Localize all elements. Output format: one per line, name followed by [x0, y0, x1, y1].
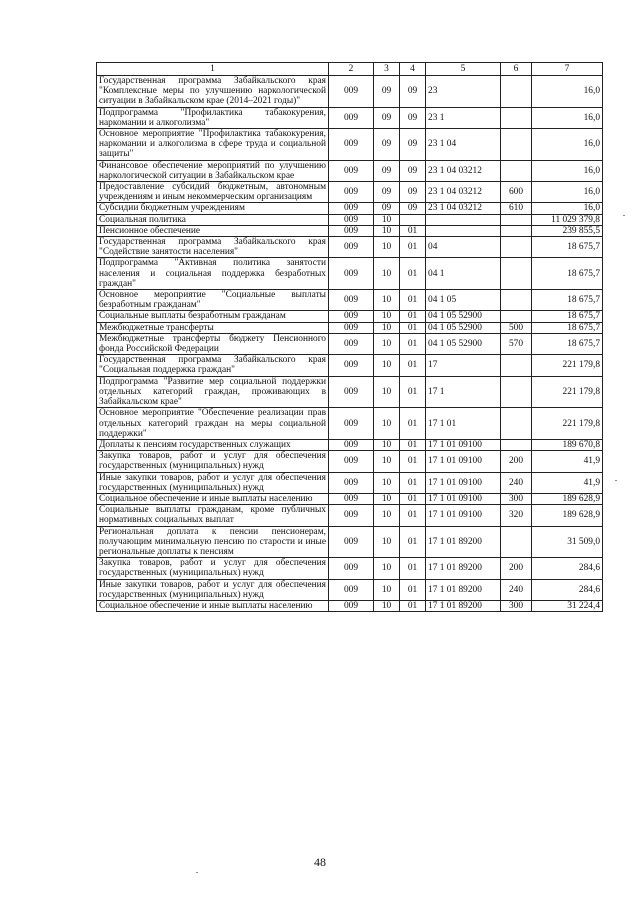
- amount-cell: 41,9: [532, 451, 603, 472]
- table-row: [97, 290, 603, 311]
- amount-cell: 239 855,5: [532, 225, 603, 236]
- scan-mark: [615, 480, 617, 481]
- admin-code-cell: 009: [329, 505, 374, 526]
- amount-cell: 284,6: [532, 558, 603, 579]
- target-article-cell: 17 1 01 09100: [426, 505, 501, 526]
- scan-mark: [196, 872, 198, 873]
- table-row: [97, 493, 603, 504]
- table-row: [97, 203, 603, 214]
- table-row: [97, 451, 603, 472]
- section-cell: 10: [374, 526, 400, 558]
- amount-cell: 31 509,0: [532, 526, 603, 558]
- table-row: [97, 107, 603, 128]
- expense-type-cell: [501, 355, 532, 376]
- target-article-cell: 17 1 01 89200: [426, 558, 501, 579]
- subsection-cell: 01: [400, 258, 426, 290]
- admin-code-cell: 009: [329, 237, 374, 258]
- row-name-cell: Закупка товаров, работ и услуг для обеспечения государственных (муниципальных) нужд: [97, 558, 329, 579]
- subsection-cell: 01: [400, 322, 426, 333]
- row-name-cell: Основное мероприятие "Обеспечение реализации прав отдельных категорий граждан на меры социальной поддержки": [97, 408, 329, 440]
- amount-cell: 189 628,9: [532, 493, 603, 504]
- amount-cell: 41,9: [532, 472, 603, 493]
- amount-cell: 18 675,7: [532, 258, 603, 290]
- expense-type-cell: 610: [501, 203, 532, 214]
- expense-type-cell: [501, 376, 532, 408]
- column-header-4: 4: [400, 63, 426, 76]
- row-name-cell: Социальная политика: [97, 214, 329, 225]
- row-name-cell: Закупка товаров, работ и услуг для обеспечения государственных (муниципальных) нужд: [97, 451, 329, 472]
- scan-mark: [623, 215, 625, 216]
- amount-cell: 221 179,8: [532, 376, 603, 408]
- table-row: [97, 311, 603, 322]
- subsection-cell: 09: [400, 129, 426, 161]
- expense-type-cell: 320: [501, 505, 532, 526]
- table-row: [97, 505, 603, 526]
- target-article-cell: 23 1 04 03212: [426, 160, 501, 181]
- amount-cell: 31 224,4: [532, 600, 603, 611]
- target-article-cell: 17: [426, 355, 501, 376]
- expense-type-cell: 570: [501, 333, 532, 354]
- table-row: [97, 579, 603, 600]
- section-cell: 10: [374, 322, 400, 333]
- section-cell: 10: [374, 237, 400, 258]
- admin-code-cell: 009: [329, 129, 374, 161]
- row-name-cell: Региональная доплата к пенсии пенсионерам, получающим минимальную пенсию по старости и иные региональные доплаты к пенсиям: [97, 526, 329, 558]
- expense-type-cell: 300: [501, 493, 532, 504]
- section-cell: 10: [374, 311, 400, 322]
- target-article-cell: [426, 214, 501, 225]
- section-cell: 09: [374, 160, 400, 181]
- admin-code-cell: 009: [329, 451, 374, 472]
- amount-cell: 18 675,7: [532, 290, 603, 311]
- table-row: [97, 76, 603, 108]
- target-article-cell: 17 1 01 89200: [426, 600, 501, 611]
- amount-cell: 221 179,8: [532, 355, 603, 376]
- table-row: [97, 439, 603, 450]
- table-row: [97, 333, 603, 354]
- admin-code-cell: 009: [329, 526, 374, 558]
- expense-type-cell: 200: [501, 558, 532, 579]
- table-row: [97, 376, 603, 408]
- row-name-cell: Подпрограмма "Активная политика занятости населения и социальная поддержка безработных граждан": [97, 258, 329, 290]
- admin-code-cell: 009: [329, 76, 374, 108]
- table-row: [97, 258, 603, 290]
- target-article-cell: 17 1: [426, 376, 501, 408]
- section-cell: 10: [374, 355, 400, 376]
- target-article-cell: 04: [426, 237, 501, 258]
- row-name-cell: Межбюджетные трансферты: [97, 322, 329, 333]
- expense-type-cell: [501, 160, 532, 181]
- expense-type-cell: [501, 408, 532, 440]
- section-cell: 10: [374, 439, 400, 450]
- admin-code-cell: 009: [329, 225, 374, 236]
- page-number: 48: [314, 855, 326, 869]
- table-row: [97, 160, 603, 181]
- amount-cell: 16,0: [532, 203, 603, 214]
- table-row: [97, 526, 603, 558]
- target-article-cell: 17 1 01 09100: [426, 439, 501, 450]
- target-article-cell: 17 1 01: [426, 408, 501, 440]
- target-article-cell: 23 1 04: [426, 129, 501, 161]
- table-row: [97, 225, 603, 236]
- subsection-cell: 01: [400, 579, 426, 600]
- budget-table: [96, 62, 603, 612]
- amount-cell: 18 675,7: [532, 311, 603, 322]
- admin-code-cell: 009: [329, 182, 374, 203]
- expense-type-cell: 240: [501, 579, 532, 600]
- amount-cell: 16,0: [532, 129, 603, 161]
- subsection-cell: 09: [400, 107, 426, 128]
- subsection-cell: 01: [400, 376, 426, 408]
- subsection-cell: 01: [400, 472, 426, 493]
- admin-code-cell: 009: [329, 493, 374, 504]
- target-article-cell: [426, 225, 501, 236]
- amount-cell: 221 179,8: [532, 408, 603, 440]
- subsection-cell: 01: [400, 225, 426, 236]
- row-name-cell: Социальное обеспечение и иные выплаты населению: [97, 600, 329, 611]
- target-article-cell: 17 1 01 89200: [426, 579, 501, 600]
- expense-type-cell: [501, 129, 532, 161]
- amount-cell: 18 675,7: [532, 237, 603, 258]
- amount-cell: 16,0: [532, 76, 603, 108]
- subsection-cell: 09: [400, 160, 426, 181]
- subsection-cell: 01: [400, 526, 426, 558]
- section-cell: 09: [374, 182, 400, 203]
- expense-type-cell: [501, 290, 532, 311]
- admin-code-cell: 009: [329, 258, 374, 290]
- row-name-cell: Государственная программа Забайкальского края "Комплексные меры по улучшению наркологической ситуации в Забайкальском крае (2014–2021 годы)": [97, 76, 329, 108]
- subsection-cell: 01: [400, 311, 426, 322]
- section-cell: 09: [374, 129, 400, 161]
- section-cell: 10: [374, 505, 400, 526]
- admin-code-cell: 009: [329, 203, 374, 214]
- section-cell: 10: [374, 451, 400, 472]
- amount-cell: 16,0: [532, 182, 603, 203]
- section-cell: 10: [374, 376, 400, 408]
- target-article-cell: 23 1 04 03212: [426, 182, 501, 203]
- section-cell: 10: [374, 558, 400, 579]
- row-name-cell: Иные закупки товаров, работ и услуг для обеспечения государственных (муниципальных) нужд: [97, 472, 329, 493]
- target-article-cell: 04 1: [426, 258, 501, 290]
- row-name-cell: Подпрограмма "Развитие мер социальной поддержки отдельных категорий граждан, проживающих в Забайкальском крае": [97, 376, 329, 408]
- admin-code-cell: 009: [329, 472, 374, 493]
- target-article-cell: 23 1: [426, 107, 501, 128]
- subsection-cell: 01: [400, 451, 426, 472]
- subsection-cell: 01: [400, 600, 426, 611]
- target-article-cell: 04 1 05 52900: [426, 333, 501, 354]
- admin-code-cell: 009: [329, 558, 374, 579]
- expense-type-cell: [501, 311, 532, 322]
- table-header-row: [97, 63, 603, 76]
- target-article-cell: 17 1 01 09100: [426, 472, 501, 493]
- amount-cell: 189 628,9: [532, 505, 603, 526]
- admin-code-cell: 009: [329, 579, 374, 600]
- admin-code-cell: 009: [329, 214, 374, 225]
- section-cell: 10: [374, 333, 400, 354]
- subsection-cell: 01: [400, 333, 426, 354]
- section-cell: 09: [374, 107, 400, 128]
- table-row: [97, 237, 603, 258]
- expense-type-cell: [501, 439, 532, 450]
- column-header-7: 7: [532, 63, 603, 76]
- admin-code-cell: 009: [329, 290, 374, 311]
- row-name-cell: Доплаты к пенсиям государственных служащих: [97, 439, 329, 450]
- row-name-cell: Субсидии бюджетным учреждениям: [97, 203, 329, 214]
- row-name-cell: Иные закупки товаров, работ и услуг для обеспечения государственных (муниципальных) нужд: [97, 579, 329, 600]
- section-cell: 10: [374, 290, 400, 311]
- subsection-cell: [400, 214, 426, 225]
- subsection-cell: 01: [400, 355, 426, 376]
- admin-code-cell: 009: [329, 107, 374, 128]
- row-name-cell: Основное мероприятие "Социальные выплаты безработным гражданам": [97, 290, 329, 311]
- expense-type-cell: [501, 76, 532, 108]
- row-name-cell: Финансовое обеспечение мероприятий по улучшению наркологической ситуации в Забайкальском крае: [97, 160, 329, 181]
- amount-cell: 11 029 379,8: [532, 214, 603, 225]
- table-row: [97, 322, 603, 333]
- section-cell: 10: [374, 408, 400, 440]
- subsection-cell: 01: [400, 237, 426, 258]
- expense-type-cell: [501, 237, 532, 258]
- row-name-cell: Подпрограмма "Профилактика табакокурения, наркомании и алкоголизма": [97, 107, 329, 128]
- row-name-cell: Основное мероприятие "Профилактика табакокурения, наркомании и алкоголизма в сфере труда и социальной защиты": [97, 129, 329, 161]
- subsection-cell: 01: [400, 290, 426, 311]
- admin-code-cell: 009: [329, 439, 374, 450]
- target-article-cell: 04 1 05 52900: [426, 311, 501, 322]
- row-name-cell: Социальные выплаты гражданам, кроме публичных нормативных социальных выплат: [97, 505, 329, 526]
- section-cell: 10: [374, 225, 400, 236]
- admin-code-cell: 009: [329, 376, 374, 408]
- subsection-cell: 01: [400, 439, 426, 450]
- admin-code-cell: 009: [329, 160, 374, 181]
- admin-code-cell: 009: [329, 408, 374, 440]
- admin-code-cell: 009: [329, 311, 374, 322]
- target-article-cell: 17 1 01 09100: [426, 451, 501, 472]
- admin-code-cell: 009: [329, 355, 374, 376]
- section-cell: 10: [374, 472, 400, 493]
- subsection-cell: 09: [400, 203, 426, 214]
- column-header-1: 1: [97, 63, 329, 76]
- target-article-cell: 17 1 01 89200: [426, 526, 501, 558]
- expense-type-cell: [501, 258, 532, 290]
- section-cell: 10: [374, 214, 400, 225]
- table-row: [97, 472, 603, 493]
- table-row: [97, 214, 603, 225]
- amount-cell: 284,6: [532, 579, 603, 600]
- amount-cell: 18 675,7: [532, 322, 603, 333]
- expense-type-cell: 240: [501, 472, 532, 493]
- target-article-cell: 23: [426, 76, 501, 108]
- expense-type-cell: [501, 526, 532, 558]
- column-header-5: 5: [426, 63, 501, 76]
- row-name-cell: Социальное обеспечение и иные выплаты населению: [97, 493, 329, 504]
- table-body: [97, 76, 603, 612]
- expense-type-cell: 200: [501, 451, 532, 472]
- admin-code-cell: 009: [329, 600, 374, 611]
- row-name-cell: Социальные выплаты безработным гражданам: [97, 311, 329, 322]
- section-cell: 09: [374, 203, 400, 214]
- expense-type-cell: 500: [501, 322, 532, 333]
- column-header-2: 2: [329, 63, 374, 76]
- subsection-cell: 01: [400, 505, 426, 526]
- target-article-cell: 04 1 05: [426, 290, 501, 311]
- subsection-cell: 01: [400, 493, 426, 504]
- section-cell: 10: [374, 600, 400, 611]
- target-article-cell: 17 1 01 09100: [426, 493, 501, 504]
- subsection-cell: 01: [400, 408, 426, 440]
- admin-code-cell: 009: [329, 322, 374, 333]
- column-header-3: 3: [374, 63, 400, 76]
- row-name-cell: Межбюджетные трансферты бюджету Пенсионного фонда Российской Федерации: [97, 333, 329, 354]
- amount-cell: 18 675,7: [532, 333, 603, 354]
- table-row: [97, 408, 603, 440]
- table-row: [97, 355, 603, 376]
- subsection-cell: 01: [400, 558, 426, 579]
- table-row: [97, 558, 603, 579]
- target-article-cell: 23 1 04 03212: [426, 203, 501, 214]
- target-article-cell: 04 1 05 52900: [426, 322, 501, 333]
- subsection-cell: 09: [400, 76, 426, 108]
- section-cell: 10: [374, 579, 400, 600]
- row-name-cell: Государственная программа Забайкальского края "Содействие занятости населения": [97, 237, 329, 258]
- subsection-cell: 09: [400, 182, 426, 203]
- expense-type-cell: [501, 214, 532, 225]
- expense-type-cell: [501, 107, 532, 128]
- section-cell: 10: [374, 258, 400, 290]
- row-name-cell: Пенсионное обеспечение: [97, 225, 329, 236]
- column-header-6: 6: [501, 63, 532, 76]
- section-cell: 09: [374, 76, 400, 108]
- expense-type-cell: 600: [501, 182, 532, 203]
- table-row: [97, 182, 603, 203]
- table-row: [97, 600, 603, 611]
- row-name-cell: Государственная программа Забайкальского края "Социальная поддержка граждан": [97, 355, 329, 376]
- expense-type-cell: 300: [501, 600, 532, 611]
- expense-type-cell: [501, 225, 532, 236]
- admin-code-cell: 009: [329, 333, 374, 354]
- table-row: [97, 129, 603, 161]
- amount-cell: 16,0: [532, 160, 603, 181]
- amount-cell: 189 670,8: [532, 439, 603, 450]
- amount-cell: 16,0: [532, 107, 603, 128]
- row-name-cell: Предоставление субсидий бюджетным, автономным учреждениям и иным некоммерческим организациям: [97, 182, 329, 203]
- section-cell: 10: [374, 493, 400, 504]
